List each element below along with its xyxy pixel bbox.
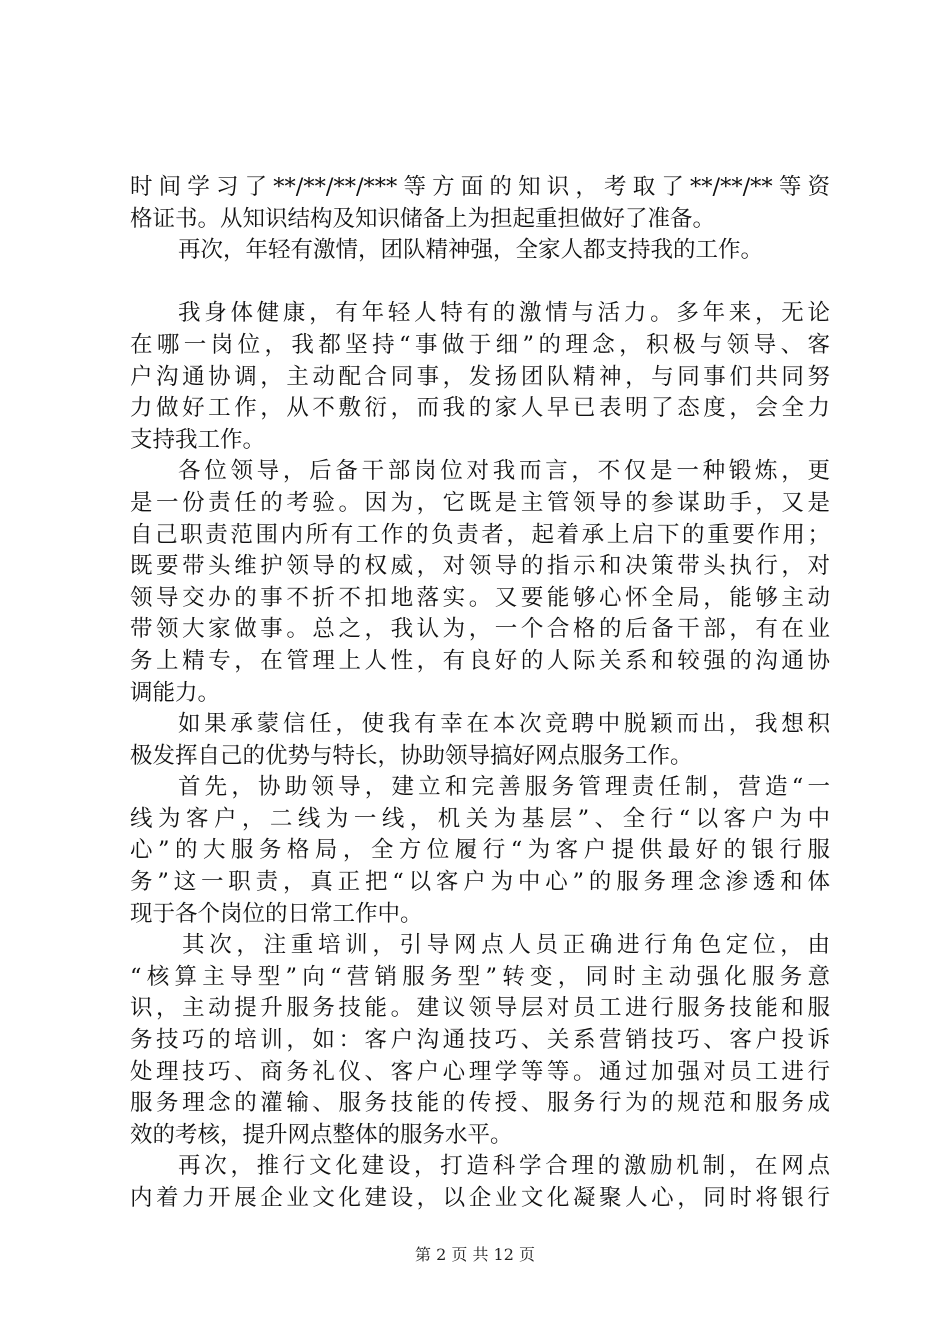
text-line: 在哪一岗位，我都坚持“事做于细”的理念，积极与领导、客 — [130, 331, 830, 358]
text-line: 格证书。从知识结构及知识储备上为担起重担做好了准备。 — [130, 205, 716, 232]
text-line: 带领大家做事。总之，我认为，一个合格的后备干部，有在业 — [130, 616, 830, 643]
text-line: 支持我工作。 — [130, 426, 266, 453]
text-line: 我身体健康，有年轻人特有的激情与活力。多年来，无论 — [178, 300, 830, 327]
text-line: 是一份责任的考验。因为，它既是主管领导的参谋助手，又是 — [130, 489, 830, 516]
text-line: “核算主导型”向“营销服务型”转变，同时主动强化服务意 — [130, 963, 830, 990]
page-number-label: 第 2 页 共 12 页 — [415, 1245, 535, 1264]
paragraph-gap — [130, 267, 830, 299]
body-text — [130, 172, 830, 1215]
text-line: 识，主动提升服务技能。建议领导层对员工进行服务技能和服 — [130, 995, 830, 1022]
text-line: 其次，注重培训，引导网点人员正确进行角色定位，由 — [182, 932, 830, 959]
text-line: 力做好工作，从不敷衍，而我的家人早已表明了态度，会全力 — [130, 395, 830, 422]
text-line: 服务理念的灌输、服务技能的传授、服务行为的规范和服务成 — [130, 1090, 830, 1117]
text-line: 首先，协助领导，建立和完善服务管理责任制，营造“一 — [178, 774, 830, 801]
text-line: 务上精专，在管理上人性，有良好的人际关系和较强的沟通协 — [130, 647, 830, 674]
text-line: 既要带头维护领导的权威，对领导的指示和决策带头执行，对 — [130, 553, 830, 580]
text-line: 务技巧的培训，如：客户沟通技巧、关系营销技巧、客户投诉 — [130, 1027, 830, 1054]
text-line: 再次，年轻有激情，团队精神强，全家人都支持我的工作。 — [178, 237, 764, 264]
page-footer — [0, 1242, 950, 1265]
text-line: 处理技巧、商务礼仪、客户心理学等等。通过加强对员工进行 — [130, 1058, 830, 1085]
text-line: 领导交办的事不折不扣地落实。又要能够心怀全局，能够主动 — [130, 584, 830, 611]
text-line: 自己职责范围内所有工作的负责者，起着承上启下的重要作用； — [130, 521, 830, 548]
text-line: 再次，推行文化建设，打造科学合理的激励机制，在网点 — [178, 1153, 830, 1180]
text-line: 效的考核，提升网点整体的服务水平。 — [130, 1121, 513, 1148]
text-line: 极发挥自己的优势与特长，协助领导搞好网点服务工作。 — [130, 742, 693, 769]
text-line: 时间学习了**/**/**/***等方面的知识，考取了**/**/**等资 — [130, 174, 830, 200]
text-line: 内着力开展企业文化建设，以企业文化凝聚人心，同时将银行 — [130, 1185, 830, 1211]
text-line: 心”的大服务格局，全方位履行“为客户提供最好的银行服 — [130, 837, 830, 864]
text-line: 现于各个岗位的日常工作中。 — [130, 900, 423, 927]
text-line: 务”这一职责，真正把“以客户为中心”的服务理念渗透和体 — [130, 869, 830, 896]
text-line: 线为客户，二线为一线，机关为基层”、全行“以客户为中 — [130, 805, 830, 832]
text-line: 调能力。 — [130, 679, 221, 706]
text-line: 各位领导，后备干部岗位对我而言，不仅是一种锻炼，更 — [178, 458, 830, 485]
text-line: 户沟通协调，主动配合同事，发扬团队精神，与同事们共同努 — [130, 363, 830, 390]
text-line: 如果承蒙信任，使我有幸在本次竞聘中脱颖而出，我想积 — [178, 711, 830, 738]
